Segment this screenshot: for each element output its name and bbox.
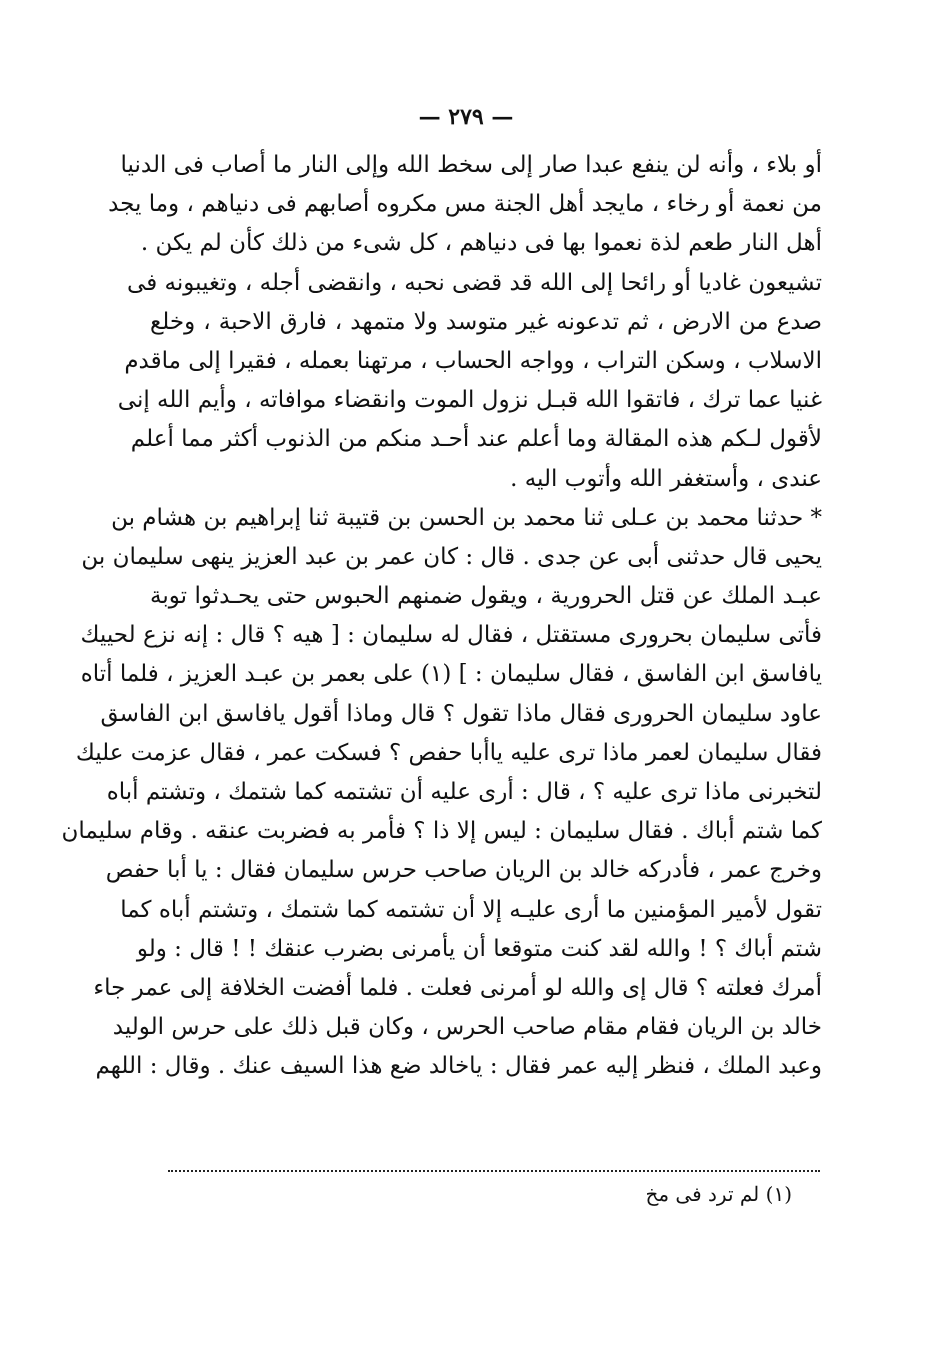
text-line: فأتى سليمان بحرورى مستقتل ، فقال له سليمان : [ هيه ؟ قال : إنه نزع لحييك: [80, 622, 822, 649]
main-text: [61, 146, 822, 1087]
footnote: (١) لم ترد فى مخ: [645, 1182, 792, 1206]
text-line: كما شتم أباك . فقال سليمان : ليس إلا ذا ؟ فأمر به فضربت عنقه . وقام سليمان: [61, 818, 822, 845]
footnote-divider: [168, 1170, 820, 1172]
text-line: أمرك فعلته ؟ قال إى والله لو أمرنى فعلت . فلما أفضت الخلافة إلى عمر جاء: [93, 974, 822, 1001]
text-line: تشيعون غاديا أو رائحا إلى الله قد قضى نحبه ، وانقضى أجله ، وتغيبونه فى: [127, 269, 822, 296]
page-number: — ٢٧٩ —: [418, 104, 514, 130]
text-line: وخرج عمر ، فأدركه خالد بن الريان صاحب حرس سليمان فقال : يا أبا حفص: [105, 857, 822, 884]
text-line: عاود سليمان الحرورى فقال ماذا تقول ؟ قال وماذا أقول يافاسق ابن الفاسق: [100, 700, 822, 727]
text-line: * حدثنا محمد بن عـلى ثنا محمد بن الحسن بن قتيبة ثنا إبراهيم بن هشام بن: [111, 504, 822, 531]
text-line: لتخبرنى ماذا ترى عليه ؟ ، قال : أرى عليه أن تشتمه كما شتمك ، وتشتم أباه: [106, 779, 822, 805]
text-line: يحيى قال حدثنى أبى عن جدى . قال : كان عمر بن عبد العزيز ينهى سليمان بن: [81, 543, 822, 570]
text-line: تقول لأمير المؤمنين ما أرى عليـه إلا أن تشتمه كما شتمك ، وتشتم أباه كما: [120, 896, 822, 923]
text-line: خالد بن الريان فقام مقام صاحب الحرس ، وكان قبل ذلك على حرس الوليد: [112, 1014, 822, 1041]
text-line: عندى ، وأستغفر الله وأتوب اليه .: [510, 465, 822, 492]
text-line: الاسلاب ، وسكن التراب ، وواجه الحساب ، مرتهنا بعمله ، فقيرا إلى ماقدم: [124, 347, 822, 374]
text-line: أهل النار طعم لذة نعموا بها فى دنياهم ، كل شىء من ذلك كأن لم يكن .: [140, 230, 822, 257]
text-line: أو بلاء ، وأنه لن ينفع عبدا صار إلى سخط الله وإلى النار ما أصاب فى الدنيا: [120, 152, 822, 178]
text-line: صدع من الارض ، ثم تدعونه غير متوسد ولا متمهد ، فارق الاحبة ، وخلع: [150, 308, 822, 335]
text-line: فقال سليمان لعمر ماذا ترى عليه ياأبا حفص ؟ فسكت عمر ، فقال عزمت عليك: [75, 739, 822, 766]
text-line: يافاسق ابن الفاسق ، فقال سليمان : ] (١) على بعمر بن عبـد العزيز ، فلما أتاه: [80, 661, 822, 688]
text-line: شتم أباك ؟ ! والله لقد كنت متوقعا أن يأمرنى بضرب عنقك ! ! قال : ولو: [136, 935, 822, 962]
text-line: من نعمة أو رخاء ، مايجد أهل الجنة مس مكروه أصابهم فى دنياهم ، وما يجد: [108, 191, 822, 218]
text-line: لأقول لـكم هذه المقالة وما أعلم عند أحـد منكم من الذنوب أكثر مما أعلم: [130, 426, 822, 453]
text-line: غنيا عما ترك ، فاتقوا الله قبـل نزول الموت وانقضاء موافاته ، وأيم الله إنى: [117, 387, 822, 414]
text-line: وعبد الملك ، فنظر إليه عمر فقال : ياخالد ضع هذا السيف عنك . وقال : اللهم: [95, 1053, 822, 1080]
text-line: عبـد الملك عن قتل الحرورية ، ويقول ضمنهم الحبوس حتى يحـدثوا توبة: [150, 583, 822, 610]
